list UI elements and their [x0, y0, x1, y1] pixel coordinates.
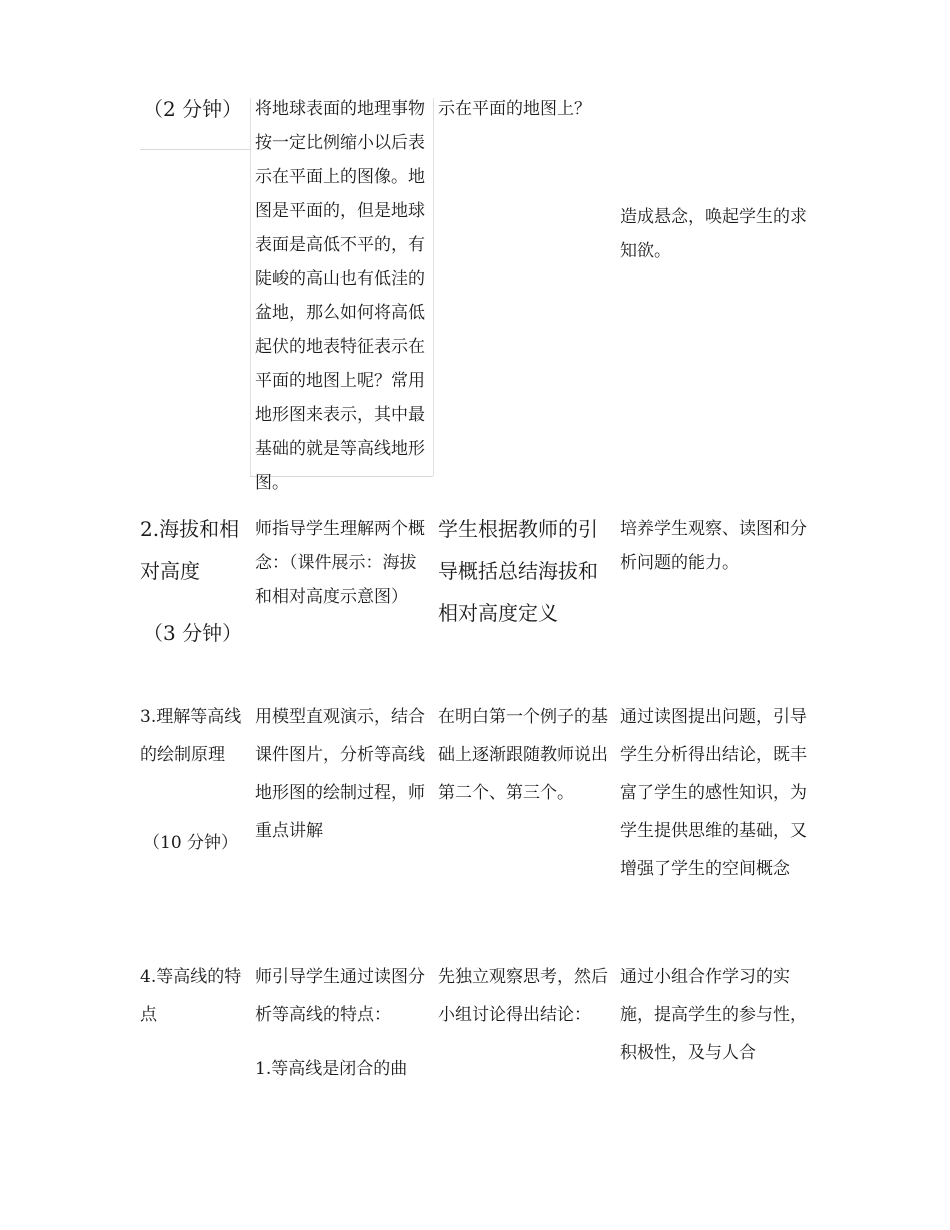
design-purpose-cell: 通过小组合作学习的实施，提高学生的参与性，积极性，及与人合 [620, 967, 807, 1063]
teacher-activity-cell: 师引导学生通过读图分析等高线的特点： [255, 967, 425, 1025]
stage-time-cell: （3 分钟） [143, 621, 243, 645]
teacher-activity-cell: 师指导学生理解两个概念：（课件展示：海拔和相对高度示意图） [255, 519, 425, 607]
teacher-activity-cell: 将地球表面的地理事物按一定比例缩小以后表示在平面上的图像。地图是平面的，但是地球表面是高低不平的，有陡峻的高山也有低洼的盆地，那么如何将高低起伏的地表特征表示在平面的地图上呢？常用地形图来表示，其中最基础的就是等高线地形图。 [255, 99, 425, 493]
student-activity-cell: 在明白第一个例子的基础上逐渐跟随教师说出第二个、第三个。 [438, 707, 608, 803]
cell-border [250, 98, 251, 476]
stage-title-cell: 4.等高线的特点 [140, 967, 242, 1025]
design-purpose-cell: 造成悬念，唤起学生的求知欲。 [620, 207, 807, 261]
teacher-activity-cell: 用模型直观演示，结合课件图片，分析等高线地形图的绘制过程，师重点讲解 [255, 707, 425, 841]
student-activity-cell: 示在平面的地图上？ [438, 99, 591, 119]
stage-title-cell: 3.理解等高线的绘制原理 [140, 707, 242, 765]
stage-time-cell: （10 分钟） [143, 833, 239, 853]
cell-border [433, 98, 434, 476]
stage-title-cell: 2.海拔和相对高度 [140, 517, 240, 583]
design-purpose-cell: 培养学生观察、读图和分析问题的能力。 [620, 519, 807, 573]
student-activity-cell: 先独立观察思考，然后小组讨论得出结论： [438, 967, 608, 1025]
stage-time-cell: （2 分钟） [143, 97, 243, 121]
design-purpose-cell: 通过读图提出问题，引导学生分析得出结论，既丰富了学生的感性知识，为学生提供思维的基础，又增强了学生的空间概念 [620, 707, 807, 879]
teacher-activity-item: 1.等高线是闭合的曲 [255, 1059, 408, 1079]
cell-border [140, 149, 250, 150]
student-activity-cell: 学生根据教师的引导概括总结海拔和相对高度定义 [438, 517, 598, 625]
